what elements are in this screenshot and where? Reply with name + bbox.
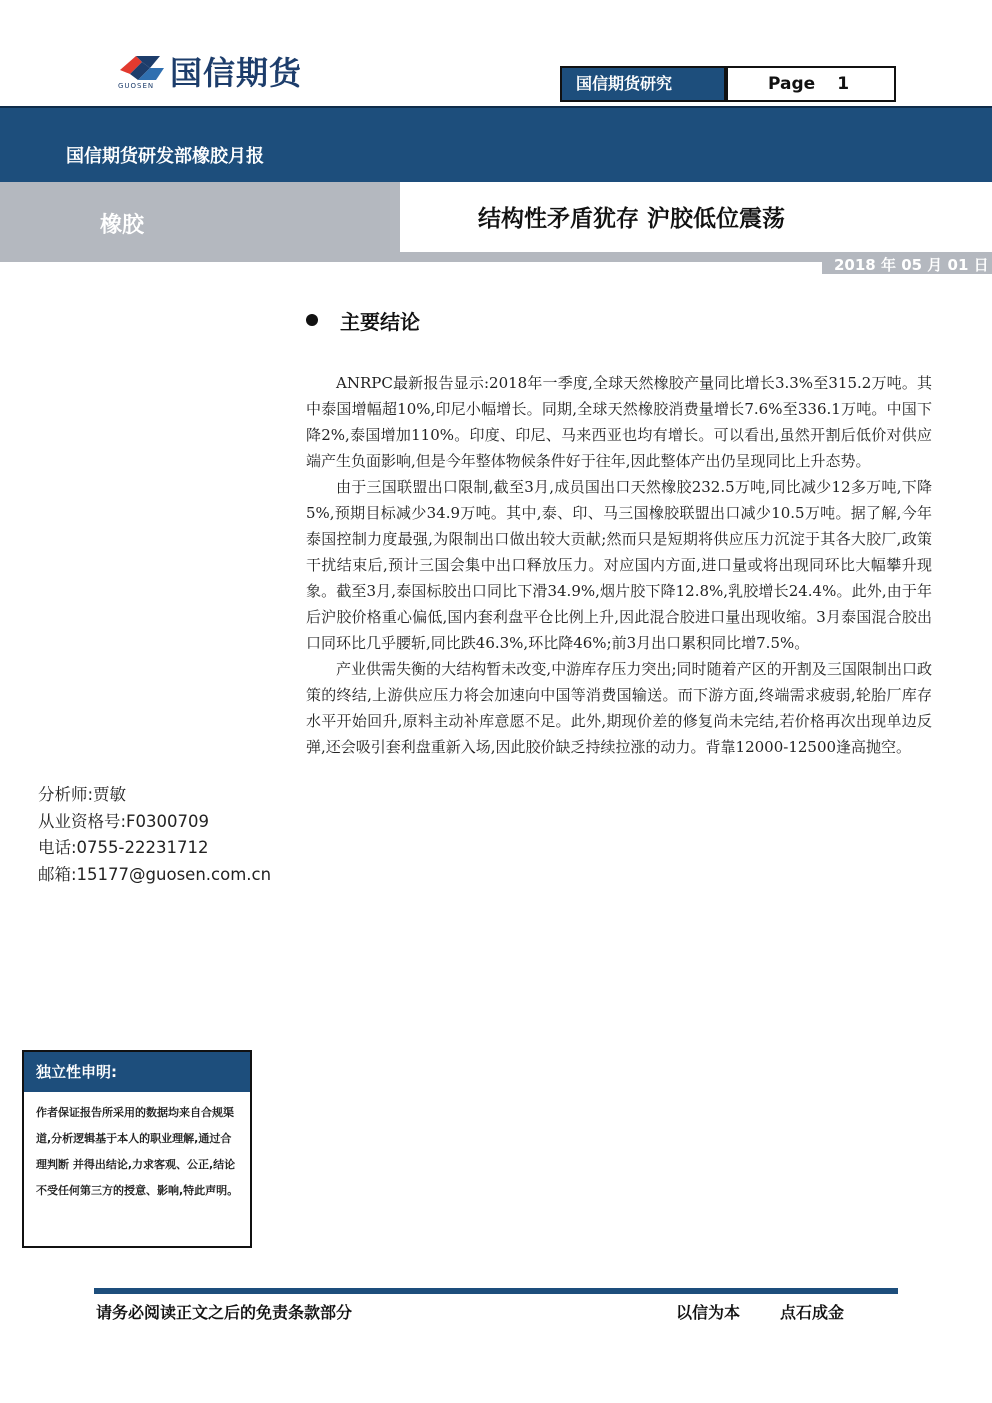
paragraph: 由于三国联盟出口限制,截至3月,成员国出口天然橡胶232.5万吨,同比减少12多万吨,下降5%,预期目标减少34.9万吨。其中,泰、印、马三国橡胶联盟出口减少10.5万吨。据了解,今年泰国控制力度最强,为限制出口做出较大贡献;然而只是短期将供应压力沉淀于其各大胶厂,政策干扰结束后,预计三国会集中出口释放压力。对应国内方面,进口量或将出现同环比大幅攀升现象。截至3月,泰国标胶出口同比下滑34.9%,烟片胶下降12.8%,乳胶增长24.4%。此外,由于年后沪胶价格重心偏低,国内套利盘平仓比例上升,因此混合胶进口量出现收缩。3月泰国混合胶出口同环比几乎腰斩,同比跌46.3%,环比降46%;前3月出口累积同比增7.5%。 [306,478,932,652]
analyst-cert: 从业资格号:F0300709 [38,811,210,831]
page-number: 1 [837,74,850,94]
section-heading: 主要结论 [340,310,420,334]
report-series: 国信期货研发部橡胶月报 [66,146,264,167]
report-body [306,370,932,760]
footer-motto-a: 以信为本 [676,1303,741,1322]
logo-subtitle: GUOSEN [118,82,155,90]
page-indicator [726,66,896,102]
analyst-name: 分析师:贾敏 [38,785,127,804]
footer-line [94,1288,898,1294]
category-label: 橡胶 [100,213,145,238]
research-label: 国信期货研究 [560,66,726,102]
bullet-icon [306,314,318,326]
analyst-info [38,782,271,888]
footer-motto-b: 点石成金 [780,1303,845,1322]
analyst-email: 邮箱:15177@guosen.com.cn [38,864,272,884]
disclaimer-heading: 独立性申明: [24,1052,250,1092]
analyst-phone: 电话:0755-22231712 [38,838,209,857]
report-date: 2018 年 05 月 01 日 [834,256,989,274]
paragraph: ANRPC最新报告显示:2018年一季度,全球天然橡胶产量同比增长3.3%至315.2万吨。其中泰国增幅超10%,印尼小幅增长。同期,全球天然橡胶消费量增长7.6%至336.1万吨。中国下降2%,泰国增加110%。印度、印尼、马来西亚也均有增长。可以看出,虽然开割后低价对供应端产生负面影响,但是今年整体物候条件好于往年,因此整体产出仍呈现同比上升态势。 [306,374,932,470]
category-panel [0,182,400,252]
logo-name: 国信期货 [170,54,303,92]
footer-notice: 请务必阅读正文之后的免责条款部分 [96,1303,353,1322]
page-label: Page [768,74,816,94]
paragraph: 产业供需失衡的大结构暂未改变,中游库存压力突出;同时随着产区的开割及三国限制出口政策的终结,上游供应压力将会加速向中国等消费国输送。而下游方面,终端需求疲弱,轮胎厂库存水平开始回升,原料主动补库意愿不足。此外,期现价差的修复尚未完结,若价格再次出现单边反弹,还会吸引套利盘重新入场,因此胶价缺乏持续拉涨的动力。背靠12000-12500逢高抛空。 [306,660,932,756]
disclaimer-text: 作者保证报告所采用的数据均来自合规渠道,分析逻辑基于本人的职业理解,通过合理判断 并得出结论,力求客观、公正,结论不受任何第三方的授意、影响,特此声明。 [36,1106,239,1197]
report-title: 结构性矛盾犹存 沪胶低位震荡 [478,206,786,232]
